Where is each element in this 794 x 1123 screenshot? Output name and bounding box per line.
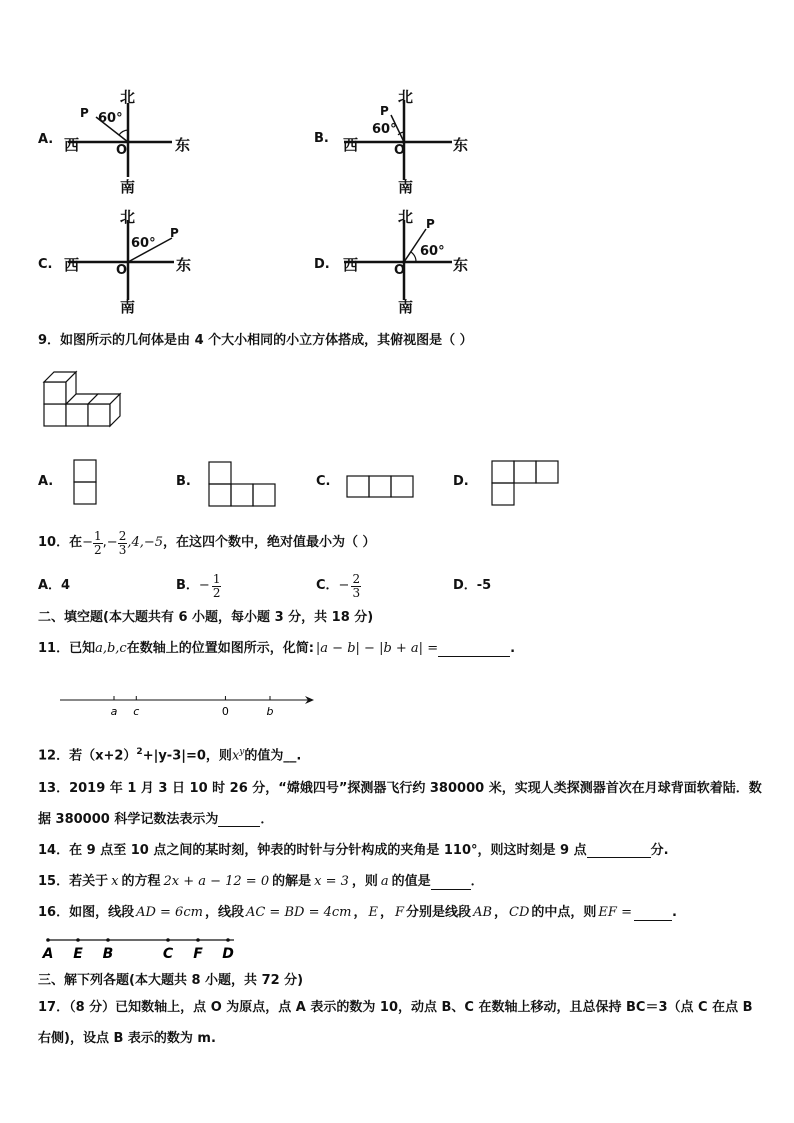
q13-line2: 据 380000 科学记数法表示为 — [38, 812, 219, 827]
q10-option-a: A．4 — [38, 578, 71, 593]
q8c-east-label: 东 — [176, 256, 192, 274]
q13-line2-wrap — [38, 812, 273, 828]
q10-frac1-sign: − — [82, 535, 93, 550]
q17-line2: 右侧)，设点 B 表示的数为 m. — [38, 1031, 216, 1046]
q8b-point-label: P — [380, 104, 389, 118]
q8c-angle-label: 60° — [131, 236, 156, 251]
q8d-south-label: 南 — [398, 298, 414, 316]
segment-point-label: E — [73, 946, 83, 962]
q8-option-c-diagram — [62, 205, 222, 315]
q16-cd: CD — [509, 905, 530, 920]
segment-point-label: F — [193, 946, 203, 962]
q15-x: x — [111, 874, 119, 889]
q15-d: ，则 — [351, 874, 378, 889]
q10-option-b — [176, 566, 221, 606]
q10-frac2-den: 3 — [118, 542, 127, 557]
q13-answer-blank[interactable] — [218, 812, 260, 827]
q16-acbd: AC = BD = 4cm — [245, 905, 352, 920]
q10-frac2-sign: − — [106, 535, 118, 550]
q10-frac2 — [118, 530, 128, 557]
q10-option-c-frac — [351, 573, 361, 600]
q16-ad: AD = 6cm — [136, 905, 203, 920]
q12-xy-sup: y — [239, 747, 245, 757]
q8c-west-label: 西 — [64, 256, 80, 274]
q16-ab: AB — [473, 905, 493, 920]
q10-option-b-den: 2 — [212, 585, 221, 600]
q8a-angle-label: 60° — [98, 111, 123, 126]
q9-option-c-letter: C. — [316, 474, 331, 489]
q9-option-a-figure — [72, 458, 100, 506]
q16-c: ， — [353, 905, 367, 920]
q15-answer-blank[interactable] — [431, 875, 471, 890]
q14-end: 分. — [650, 843, 669, 858]
q11-end: . — [510, 641, 516, 656]
q8-option-b-letter: B. — [314, 131, 329, 146]
q10-option-c — [316, 566, 361, 606]
q8d-north-label: 北 — [398, 208, 414, 226]
q10-option-c-num: 2 — [352, 571, 361, 586]
q9-option-d-figure — [490, 459, 562, 507]
number-line-label: b — [266, 705, 274, 718]
segment-point — [166, 938, 170, 942]
q8-option-d-diagram — [340, 205, 500, 315]
q16-question — [38, 905, 677, 921]
segment-point — [76, 938, 80, 942]
q16-ef: EF = — [598, 905, 632, 920]
q8b-angle-label: 60° — [372, 122, 397, 137]
q17-line1: 17．（8 分）已知数轴上，点 O 为原点，点 A 表示的数为 10，动点 B、C 在数轴上移动，且总保持 BC＝3（点 C 在点 B — [38, 1000, 753, 1015]
q12-sup: 2 — [136, 747, 143, 757]
q8a-point-label: P — [80, 106, 89, 120]
q10-prefix: 10．在 — [38, 535, 83, 550]
q15-b: 的方程 — [121, 874, 161, 889]
q9-option-d-letter: D. — [453, 474, 469, 489]
number-line-label: a — [110, 705, 118, 718]
q15-question — [38, 874, 484, 890]
q9-option-b-figure — [207, 460, 279, 508]
segment-point — [106, 938, 110, 942]
q8-option-a-diagram — [62, 85, 222, 195]
q9-option-a-letter: A. — [38, 474, 54, 489]
q14-text: 14．在 9 点至 10 点之间的某时刻，钟表的时针与分针构成的夹角是 110°，则这时刻是 9 点 — [38, 843, 587, 858]
q15-a: 15．若关于 — [38, 874, 109, 889]
q11-vars: a,b,c — [95, 641, 127, 656]
q8-option-d-letter: D. — [314, 257, 330, 272]
q8b-west-label: 西 — [343, 136, 359, 154]
q10-frac1-den: 2 — [94, 542, 102, 557]
q16-e: E — [368, 905, 378, 920]
q10-option-c-label: C． — [316, 578, 339, 593]
q12-text-c: 的值为__. — [244, 748, 302, 764]
q8a-south-label: 南 — [120, 178, 136, 196]
q15-a-var: a — [380, 874, 389, 889]
q9-option-c-figure — [345, 474, 417, 500]
q8d-angle-label: 60° — [420, 244, 445, 259]
q8d-west-label: 西 — [343, 256, 359, 274]
q8-option-a-letter: A. — [38, 132, 54, 147]
q11-expr: |a − b| − |b + a| = — [315, 641, 439, 656]
q10-option-b-sign: − — [198, 578, 210, 593]
segment-point — [46, 938, 50, 942]
q10-frac1 — [93, 530, 103, 557]
q8b-north-label: 北 — [398, 88, 414, 106]
q10-option-b-num: 1 — [212, 571, 221, 586]
q10-suffix: ，在这四个数中，绝对值最小为（ ） — [163, 535, 376, 550]
q14-question — [38, 843, 669, 859]
q8b-south-label: 南 — [398, 178, 414, 196]
q8c-north-label: 北 — [120, 208, 136, 226]
q11-answer-blank[interactable] — [438, 642, 510, 657]
q16-b: ，线段 — [204, 905, 244, 920]
q8d-origin-label: O — [394, 263, 406, 278]
q8c-point-label: P — [170, 226, 179, 240]
q16-segment-figure — [38, 934, 248, 962]
q11-question — [38, 641, 515, 657]
q9-question-text: 9．如图所示的几何体是由 4 个大小相同的小立方体搭成，其俯视图是（ ） — [38, 333, 473, 348]
q16-f: F — [395, 905, 405, 920]
number-line-label: c — [133, 705, 140, 718]
q10-option-d: D．-5 — [453, 578, 492, 593]
q16-answer-blank[interactable] — [634, 906, 672, 921]
q10-frac2-num: 2 — [118, 528, 127, 543]
q8a-north-label: 北 — [120, 88, 136, 106]
q10-option-b-frac — [212, 573, 222, 600]
q9-solid-figure — [40, 368, 130, 428]
q12-xy: x — [231, 748, 240, 764]
segment-point-label: A — [42, 946, 54, 962]
q8a-origin-label: O — [116, 143, 128, 158]
q8d-point-label: P — [426, 217, 435, 231]
q16-h: ， — [494, 905, 508, 920]
segment-point — [196, 938, 200, 942]
q16-end: . — [671, 905, 677, 920]
q10-frac1-num: 1 — [94, 528, 102, 543]
q16-i: 的中点，则 — [531, 905, 597, 920]
segment-point-label: D — [222, 946, 234, 962]
q16-g: 分别是线段 — [406, 905, 472, 920]
q16-d: ， — [380, 905, 394, 920]
segment-point-label: B — [102, 946, 114, 962]
q15-e: 的值是 — [391, 874, 431, 889]
q12-text-b: +|y-3|=0，则 — [142, 748, 232, 764]
q8-option-b-diagram — [340, 85, 500, 195]
q15-eq: 2x + a − 12 = 0 — [163, 874, 270, 889]
q14-answer-blank[interactable] — [587, 843, 651, 858]
q10-option-b-label: B． — [176, 578, 199, 593]
segment-point-label: C — [162, 946, 174, 962]
q13-end: ． — [260, 812, 274, 827]
q11-prefix: 11．已知 — [38, 641, 96, 656]
q10-option-c-sign: − — [338, 578, 350, 593]
q10-question: 10．在 − $\frac{1}{2}$ , − $\frac{2}{3}$ ,4,−5 ，在这四个数中，绝对值最小为（ ） — [38, 528, 376, 557]
q12-text-a: 12．若（x+2） — [38, 748, 137, 764]
q8c-origin-label: O — [116, 263, 128, 278]
segment-point — [226, 938, 230, 942]
number-line-label: 0 — [221, 705, 229, 718]
q13-line1: 13．2019 年 1 月 3 日 10 时 26 分，“嫦娥四号”探测器飞行约 380000 米，实现人类探测器首次在月球背面软着陆．数 — [38, 781, 762, 796]
q8a-west-label: 西 — [64, 136, 80, 154]
q10-tail-nums: ,4,−5 — [127, 535, 164, 550]
q10-option-c-den: 3 — [352, 585, 361, 600]
q8b-origin-label: O — [394, 143, 406, 158]
q11-mid: 在数轴上的位置如图所示，化简: — [126, 641, 314, 656]
q12-question — [38, 744, 301, 764]
q16-a: 16．如图，线段 — [38, 905, 135, 920]
q8c-south-label: 南 — [120, 298, 136, 316]
q15-c: 的解是 — [272, 874, 312, 889]
q9-option-b-letter: B. — [176, 474, 191, 489]
section3-heading: 三、解下列各题(本大题共 8 小题，共 72 分) — [38, 973, 304, 988]
q15-sol: x = 3 — [314, 874, 349, 889]
q8d-east-label: 东 — [453, 256, 469, 274]
q8a-east-label: 东 — [175, 136, 191, 154]
q8b-east-label: 东 — [453, 136, 469, 154]
q15-end: ． — [470, 874, 484, 889]
q11-number-line — [56, 690, 318, 720]
q8-option-c-letter: C. — [38, 257, 53, 272]
section2-heading: 二、填空题(本大题共有 6 小题，每小题 3 分，共 18 分) — [38, 610, 374, 625]
